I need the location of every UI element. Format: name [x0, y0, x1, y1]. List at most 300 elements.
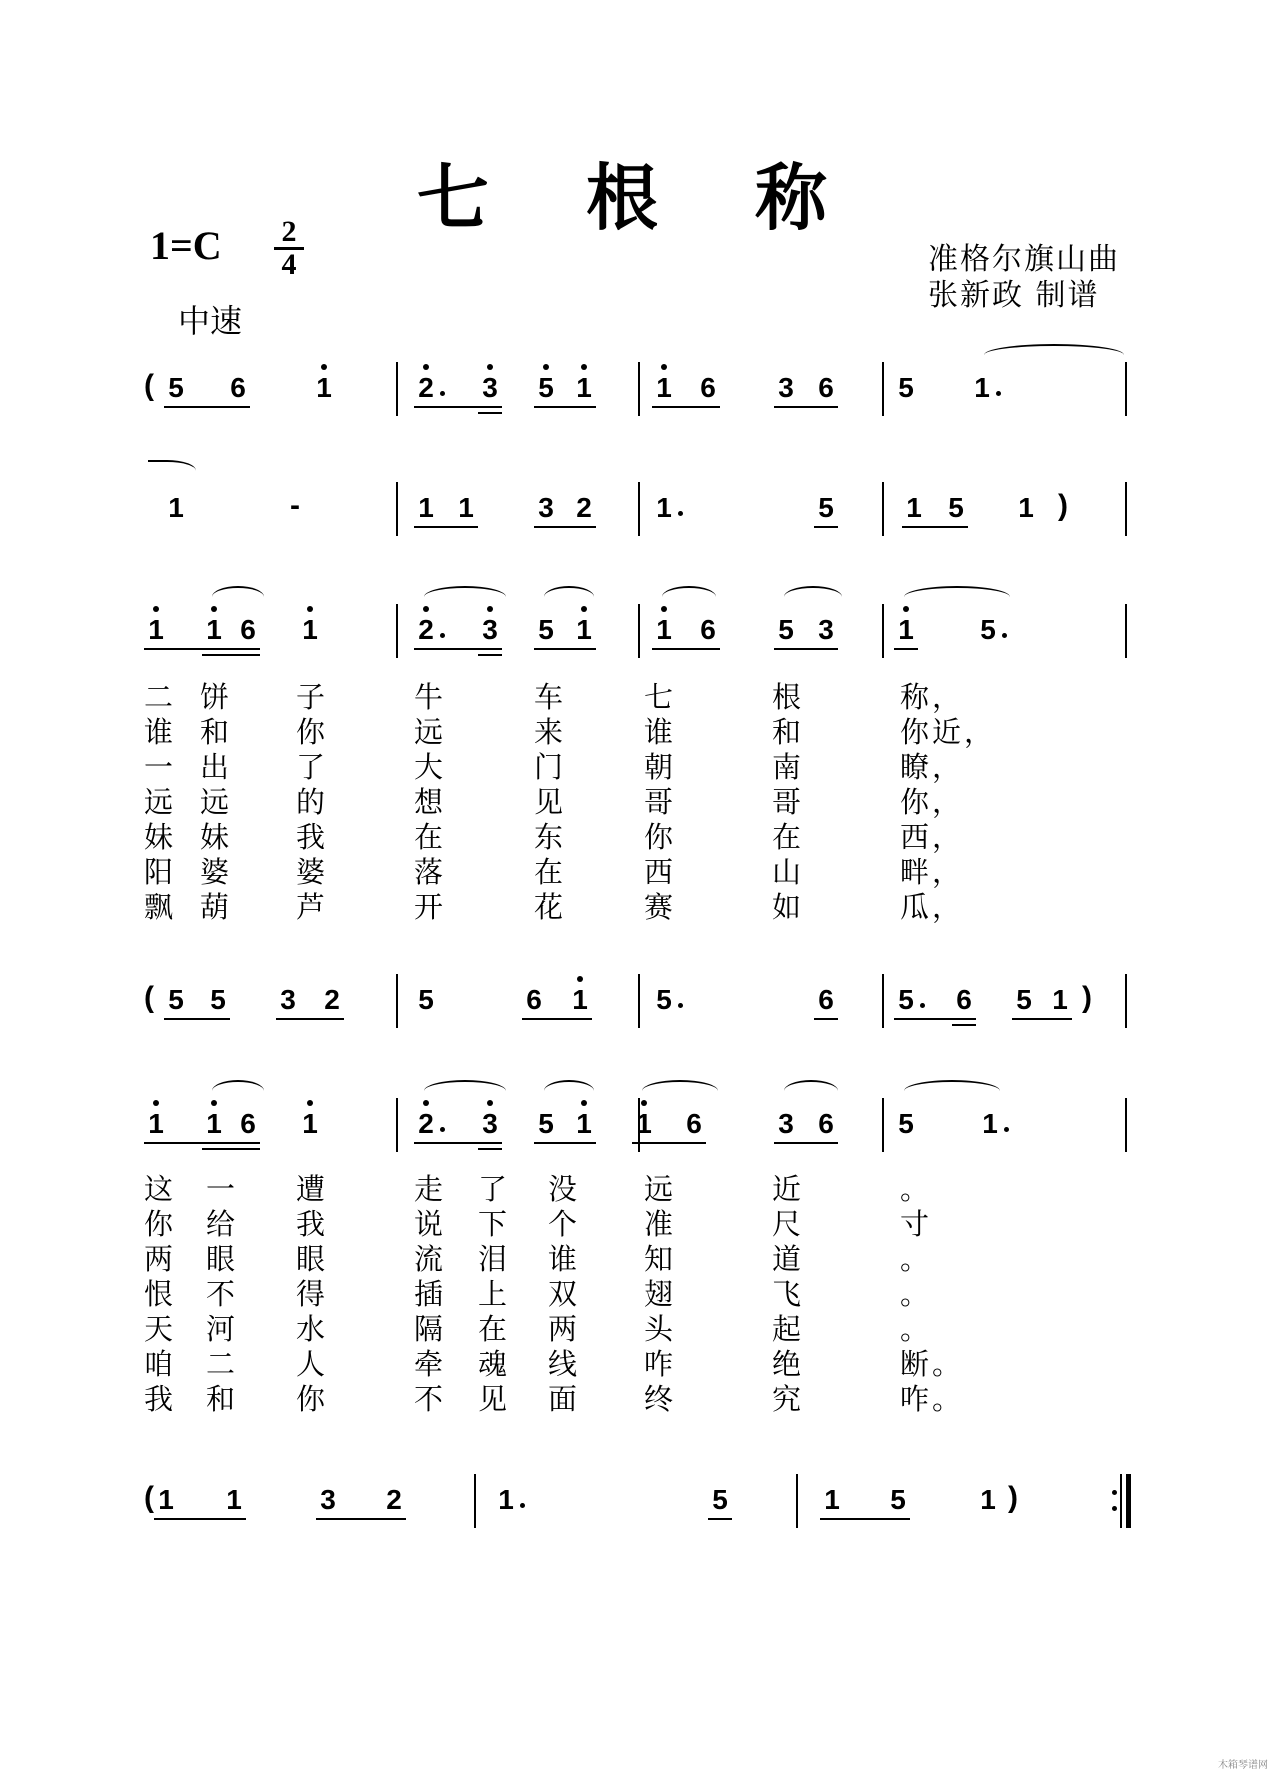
lyric-syllable: 。 — [900, 1172, 930, 1206]
note: 1 — [148, 1108, 164, 1139]
note: 5 — [712, 1484, 728, 1515]
note: 5 — [898, 984, 914, 1015]
lyric-syllable: 子 — [296, 680, 326, 714]
note: 1 — [498, 1484, 514, 1515]
lyric-syllable: 大 — [414, 750, 444, 784]
note: 6 — [240, 614, 256, 645]
lyric-syllable: 道 — [772, 1242, 802, 1276]
lyric-syllable: 知 — [644, 1242, 674, 1276]
song-title: 七 根 称 — [416, 155, 864, 240]
lyric-syllable: 你 — [296, 1382, 326, 1416]
lyric-syllable: 面 — [548, 1382, 578, 1416]
lyric-syllable: ， — [932, 680, 962, 714]
lyric-syllable: 寸 — [900, 1207, 930, 1241]
beam-line — [820, 1518, 910, 1520]
lyric-syllable: 个 — [548, 1207, 578, 1241]
lyric-syllable: 恨 — [144, 1277, 174, 1311]
lyric-syllable: 了 — [478, 1172, 508, 1206]
octave-dot — [153, 606, 159, 612]
lyric-syllable: 饼 — [200, 680, 230, 714]
lyric-syllable: 婆 — [200, 855, 230, 889]
bar-line — [882, 974, 884, 1028]
note: 3 — [778, 372, 794, 403]
lyric-syllable: 你 — [296, 715, 326, 749]
note: 1 — [148, 614, 164, 645]
lyric-syllable: 没 — [548, 1172, 578, 1206]
note: 5 — [168, 372, 184, 403]
beam-line — [774, 1142, 838, 1144]
lyric-syllable: 南 — [772, 750, 802, 784]
lyric-syllable: 不 — [206, 1277, 236, 1311]
lyric-syllable: 飞 — [772, 1277, 802, 1311]
slur — [544, 1080, 594, 1102]
lyric-syllable: 二 — [144, 680, 174, 714]
lyric-line — [0, 1172, 1280, 1207]
close-paren: ) — [1008, 1481, 1018, 1514]
octave-dot — [581, 364, 587, 370]
lyric-syllable: 落 — [414, 855, 444, 889]
note: 5 — [818, 492, 834, 523]
note: 2 — [324, 984, 340, 1015]
lyric-line — [0, 750, 1280, 785]
note: 5 — [210, 984, 226, 1015]
note: 1 — [1018, 492, 1034, 523]
lyric-syllable: 车 — [534, 680, 564, 714]
bar-line — [638, 362, 640, 416]
note: 6 — [700, 372, 716, 403]
bar-line — [396, 482, 398, 536]
lyric-syllable: 翅 — [644, 1277, 674, 1311]
bar-line — [1125, 974, 1127, 1028]
bar-line — [474, 1474, 476, 1528]
lyric-syllable: ， — [932, 855, 962, 889]
lyric-syllable: 究 — [772, 1382, 802, 1416]
slur — [642, 1080, 718, 1102]
lyric-syllable: 一 — [206, 1172, 236, 1206]
open-paren: ( — [144, 981, 154, 1014]
beam-line — [164, 406, 250, 408]
lyric-syllable: 东 — [534, 820, 564, 854]
note: 1 — [576, 614, 592, 645]
note: 6 — [230, 372, 246, 403]
lyric-line — [0, 1382, 1280, 1417]
slur — [424, 586, 506, 608]
lyric-syllable: 咋 — [644, 1347, 674, 1381]
lyric-syllable: 眼 — [206, 1242, 236, 1276]
lyric-syllable: 来 — [534, 715, 564, 749]
tie-continuation — [148, 460, 196, 478]
bar-line — [638, 604, 640, 658]
beam-line — [814, 1018, 838, 1020]
note: 1 — [980, 1484, 996, 1515]
note: 3 — [818, 614, 834, 645]
augmentation-dot — [678, 511, 683, 516]
note: 6 — [818, 984, 834, 1015]
lyric-syllable: 不 — [414, 1382, 444, 1416]
beam-line — [276, 1018, 344, 1020]
lyric-syllable: 。 — [932, 1382, 962, 1416]
lyric-syllable: 哥 — [644, 785, 674, 819]
lyric-syllable: ， — [932, 785, 962, 819]
lyric-line — [0, 855, 1280, 890]
lyric-line — [0, 680, 1280, 715]
lyric-syllable: 的 — [296, 785, 326, 819]
time-signature-top: 2 — [281, 215, 297, 248]
lyric-syllable: 阳 — [144, 855, 174, 889]
note: 1 — [898, 614, 914, 645]
lyric-syllable: 二 — [206, 1347, 236, 1381]
note: 3 — [778, 1108, 794, 1139]
beam-line — [652, 648, 720, 650]
note: 1 — [636, 1108, 652, 1139]
note: 1 — [572, 984, 588, 1015]
beam-line — [202, 654, 260, 656]
beam-line — [534, 526, 596, 528]
beam-line — [632, 1142, 706, 1144]
repeat-dot — [1112, 1506, 1117, 1511]
lyric-syllable: 两 — [548, 1312, 578, 1346]
close-paren: ) — [1058, 489, 1068, 522]
bar-line — [882, 482, 884, 536]
lyric-syllable: 见 — [534, 785, 564, 819]
note: 1 — [656, 372, 672, 403]
lyric-syllable: 西 — [900, 820, 930, 854]
final-bar-thick — [1126, 1474, 1131, 1528]
slur — [212, 1080, 264, 1102]
lyric-line — [0, 1277, 1280, 1312]
open-paren: ( — [144, 1481, 154, 1514]
lyric-syllable: 近 — [772, 1172, 802, 1206]
beam-line — [534, 1142, 596, 1144]
lyric-syllable: 牵 — [414, 1347, 444, 1381]
augmentation-dot — [920, 1003, 925, 1008]
lyric-line — [0, 1207, 1280, 1242]
beam-line — [478, 412, 502, 414]
lyric-syllable: 线 — [548, 1347, 578, 1381]
note: 5 — [538, 614, 554, 645]
note: 6 — [818, 1108, 834, 1139]
lyric-syllable: 赛 — [644, 890, 674, 924]
lyric-syllable: 人 — [296, 1347, 326, 1381]
beam-line — [478, 654, 502, 656]
time-signature — [274, 215, 304, 281]
lyric-line — [0, 1312, 1280, 1347]
octave-dot — [307, 606, 313, 612]
slur — [212, 586, 264, 608]
lyric-syllable: 了 — [296, 750, 326, 784]
lyric-syllable: ， — [932, 890, 962, 924]
bar-line — [1125, 482, 1127, 536]
lyric-syllable: 妹 — [144, 820, 174, 854]
note: 5 — [898, 372, 914, 403]
time-signature-bottom: 4 — [281, 248, 297, 281]
close-paren: ) — [1082, 981, 1092, 1014]
bar-line — [882, 362, 884, 416]
bar-line — [396, 362, 398, 416]
beam-line — [952, 1024, 976, 1026]
note: 3 — [482, 1108, 498, 1139]
lyric-syllable: 谁 — [548, 1242, 578, 1276]
note: 1 — [418, 492, 434, 523]
augmentation-dot — [1004, 1127, 1009, 1132]
lyric-syllable: 走 — [414, 1172, 444, 1206]
note: 2 — [576, 492, 592, 523]
bar-line — [1125, 362, 1127, 416]
lyric-line — [0, 890, 1280, 925]
lyric-syllable: 婆 — [296, 855, 326, 889]
note: 6 — [700, 614, 716, 645]
lyric-syllable: 远 — [414, 715, 444, 749]
open-paren: ( — [144, 369, 154, 402]
note: 2 — [418, 372, 434, 403]
lyric-syllable: 咋 — [900, 1382, 930, 1416]
note: 5 — [1016, 984, 1032, 1015]
lyric-syllable: 芦 — [296, 890, 326, 924]
note: 6 — [818, 372, 834, 403]
note: 1 — [906, 492, 922, 523]
note: 1 — [226, 1484, 242, 1515]
lyric-syllable: 在 — [534, 855, 564, 889]
note: 6 — [956, 984, 972, 1015]
note: 2 — [418, 1108, 434, 1139]
note: 3 — [482, 372, 498, 403]
lyric-syllable: ， — [964, 715, 994, 749]
note: 1 — [206, 614, 222, 645]
lyric-syllable: 准 — [644, 1207, 674, 1241]
lyric-syllable: 和 — [772, 715, 802, 749]
lyric-syllable: ， — [932, 820, 962, 854]
lyric-syllable: 远 — [644, 1172, 674, 1206]
lyric-syllable: 在 — [478, 1312, 508, 1346]
lyric-syllable: 这 — [144, 1172, 174, 1206]
note: 2 — [386, 1484, 402, 1515]
lyric-syllable: 头 — [644, 1312, 674, 1346]
octave-dot — [307, 1100, 313, 1106]
note: 1 — [1052, 984, 1068, 1015]
note: 1 — [206, 1108, 222, 1139]
final-bar-thin — [1120, 1474, 1122, 1528]
key-signature: 1=C — [150, 223, 222, 268]
lyric-syllable: 你 — [900, 715, 930, 749]
lyric-syllable: 你 — [644, 820, 674, 854]
note: 1 — [168, 492, 184, 523]
slur — [904, 1080, 1000, 1102]
octave-dot — [577, 976, 583, 982]
beam-line — [774, 406, 838, 408]
note: 1 — [302, 1108, 318, 1139]
lyric-syllable: 咱 — [144, 1347, 174, 1381]
lyric-syllable: 双 — [548, 1277, 578, 1311]
lyric-syllable: 我 — [296, 1207, 326, 1241]
note: 1 — [974, 372, 990, 403]
slur — [544, 586, 594, 608]
note: 1 — [982, 1108, 998, 1139]
octave-dot — [543, 364, 549, 370]
lyric-syllable: 门 — [534, 750, 564, 784]
note: 5 — [538, 1108, 554, 1139]
lyric-syllable: 你 — [900, 785, 930, 819]
beam-line — [164, 1018, 230, 1020]
augmentation-dot — [440, 633, 445, 638]
lyric-syllable: 称 — [900, 680, 930, 714]
lyric-syllable: 终 — [644, 1382, 674, 1416]
lyric-syllable: 如 — [772, 890, 802, 924]
note: 5 — [538, 372, 554, 403]
octave-dot — [487, 364, 493, 370]
lyric-syllable: 尺 — [772, 1207, 802, 1241]
note: 1 — [302, 614, 318, 645]
lyric-syllable: 两 — [144, 1242, 174, 1276]
beam-line — [534, 648, 596, 650]
bar-line — [796, 1474, 798, 1528]
note: 1 — [576, 1108, 592, 1139]
beam-line — [774, 648, 838, 650]
bar-line — [1125, 604, 1127, 658]
lyric-line — [0, 715, 1280, 750]
lyric-syllable: 在 — [414, 820, 444, 854]
lyric-line — [0, 785, 1280, 820]
beam-line — [202, 648, 260, 650]
lyric-syllable: 和 — [200, 715, 230, 749]
lyric-syllable: 一 — [144, 750, 174, 784]
note: 5 — [656, 984, 672, 1015]
beam-line — [316, 1518, 406, 1520]
slur — [784, 1080, 838, 1102]
beam-line — [708, 1518, 732, 1520]
lyric-syllable: 水 — [296, 1312, 326, 1346]
tempo-marking: 中速 — [178, 302, 243, 340]
note: 6 — [526, 984, 542, 1015]
lyric-syllable: 天 — [144, 1312, 174, 1346]
note: 1 — [824, 1484, 840, 1515]
lyric-syllable: 七 — [644, 680, 674, 714]
beam-line — [1012, 1018, 1072, 1020]
lyric-syllable: 谁 — [144, 715, 174, 749]
note: 1 — [576, 372, 592, 403]
lyric-syllable: 眼 — [296, 1242, 326, 1276]
lyric-syllable: 远 — [144, 785, 174, 819]
lyric-syllable: 给 — [206, 1207, 236, 1241]
beam-line — [154, 1518, 246, 1520]
lyric-line — [0, 1242, 1280, 1277]
beam-line — [414, 526, 478, 528]
lyric-syllable: 牛 — [414, 680, 444, 714]
lyric-syllable: 瞭 — [900, 750, 930, 784]
lyric-syllable: 远 — [200, 785, 230, 819]
repeat-dot — [1112, 1490, 1117, 1495]
lyric-syllable: 。 — [900, 1312, 930, 1346]
composer-credit: 准格尔旗山曲 — [928, 242, 1120, 277]
beam-line — [522, 1018, 592, 1020]
augmentation-dot — [1002, 633, 1007, 638]
lyric-syllable: 飘 — [144, 890, 174, 924]
lyric-syllable: 妹 — [200, 820, 230, 854]
lyric-syllable: ， — [932, 750, 962, 784]
dash: - — [290, 489, 300, 522]
note: 2 — [418, 614, 434, 645]
note: 1 — [656, 492, 672, 523]
note: 5 — [778, 614, 794, 645]
lyric-syllable: 开 — [414, 890, 444, 924]
beam-line — [952, 1018, 976, 1020]
lyric-syllable: 泪 — [478, 1242, 508, 1276]
note: 3 — [538, 492, 554, 523]
note: 5 — [948, 492, 964, 523]
lyric-syllable: 河 — [206, 1312, 236, 1346]
bar-line — [396, 974, 398, 1028]
lyric-syllable: 我 — [144, 1382, 174, 1416]
lyric-syllable: 近 — [932, 715, 962, 749]
slur — [784, 586, 842, 608]
lyric-syllable: 起 — [772, 1312, 802, 1346]
augmentation-dot — [440, 1127, 445, 1132]
bar-line — [882, 604, 884, 658]
slur — [984, 344, 1124, 366]
lyric-syllable: 谁 — [644, 715, 674, 749]
watermark: 木箱琴谱网 — [1218, 1760, 1268, 1771]
bar-line — [638, 974, 640, 1028]
lyric-syllable: 想 — [414, 785, 444, 819]
note: 3 — [280, 984, 296, 1015]
bar-line — [638, 482, 640, 536]
lyric-syllable: 花 — [534, 890, 564, 924]
lyric-syllable: 下 — [478, 1207, 508, 1241]
note: 1 — [458, 492, 474, 523]
lyric-syllable: 流 — [414, 1242, 444, 1276]
bar-line — [396, 604, 398, 658]
lyric-line — [0, 820, 1280, 855]
beam-line — [478, 1148, 502, 1150]
lyric-syllable: 哥 — [772, 785, 802, 819]
lyric-syllable: 朝 — [644, 750, 674, 784]
beam-line — [894, 648, 918, 650]
lyric-syllable: 出 — [200, 750, 230, 784]
note: 6 — [240, 1108, 256, 1139]
beam-line — [478, 1142, 502, 1144]
lyric-syllable: 你 — [144, 1207, 174, 1241]
lyric-syllable: 畔 — [900, 855, 930, 889]
lyric-syllable: 西 — [644, 855, 674, 889]
note: 1 — [158, 1484, 174, 1515]
note: 6 — [686, 1108, 702, 1139]
augmentation-dot — [440, 391, 445, 396]
lyric-syllable: 上 — [478, 1277, 508, 1311]
beam-line — [478, 406, 502, 408]
lyric-syllable: 我 — [296, 820, 326, 854]
lyric-syllable: 。 — [900, 1242, 930, 1276]
lyric-syllable: 和 — [206, 1382, 236, 1416]
note: 3 — [482, 614, 498, 645]
lyric-syllable: 遭 — [296, 1172, 326, 1206]
augmentation-dot — [996, 391, 1001, 396]
lyric-syllable: 根 — [772, 680, 802, 714]
octave-dot — [661, 364, 667, 370]
bar-line — [882, 1098, 884, 1152]
beam-line — [652, 406, 720, 408]
lyric-syllable: 得 — [296, 1277, 326, 1311]
note: 5 — [898, 1108, 914, 1139]
slur — [904, 586, 1010, 608]
beam-line — [202, 1142, 260, 1144]
beam-line — [534, 406, 596, 408]
lyric-syllable: 断 — [900, 1347, 930, 1381]
bar-line — [1125, 1098, 1127, 1152]
bar-line — [396, 1098, 398, 1152]
note: 5 — [418, 984, 434, 1015]
note: 1 — [656, 614, 672, 645]
octave-dot — [153, 1100, 159, 1106]
lyric-syllable: 插 — [414, 1277, 444, 1311]
